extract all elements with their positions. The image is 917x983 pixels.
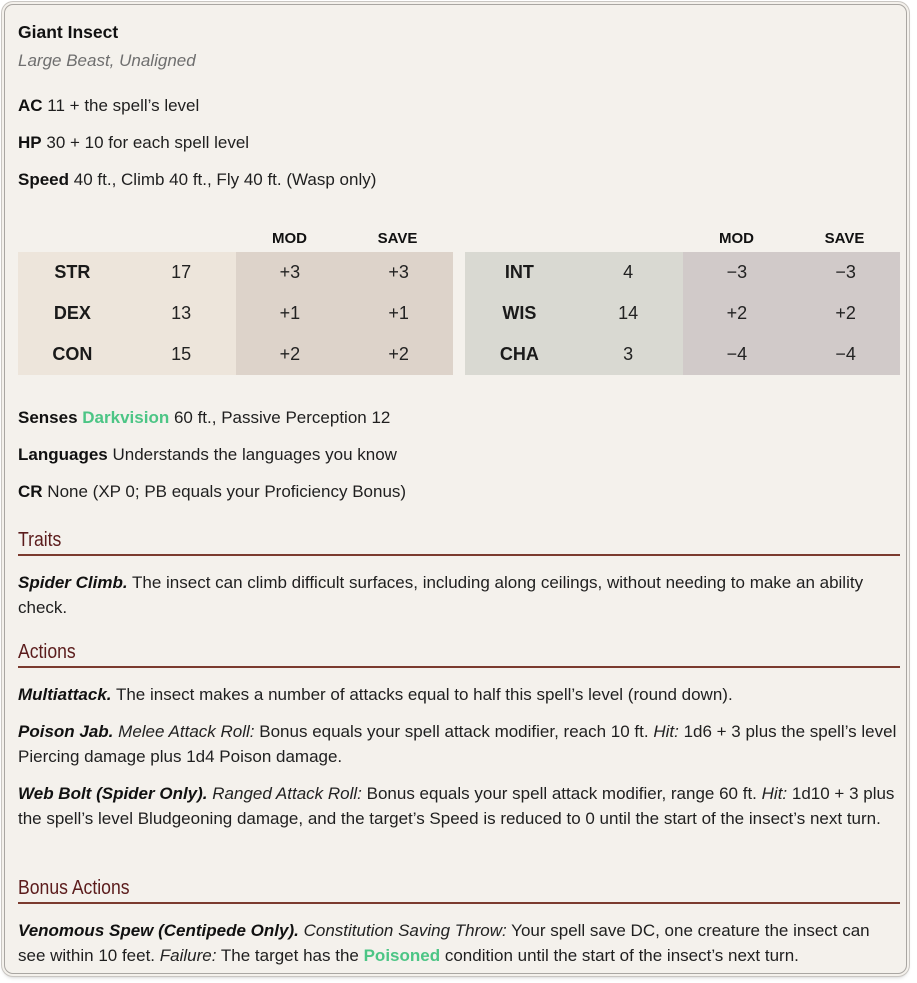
- ability-name: WIS: [465, 293, 574, 334]
- creature-name: Giant Insect: [18, 22, 119, 42]
- ac-value: 11 + the spell’s level: [47, 96, 200, 115]
- ability-table-physical: [18, 225, 453, 375]
- languages-label: Languages: [18, 445, 108, 464]
- ability-save: +2: [344, 334, 453, 375]
- hit-label: Hit:: [653, 722, 679, 741]
- action-text: The insect makes a number of attacks equal to half this spell’s level (round down).: [115, 685, 733, 704]
- ability-mod: −4: [683, 334, 792, 375]
- bonus-action-name: Venomous Spew (Centipede Only).: [18, 921, 299, 940]
- hit-text: 1d10 + 3 plus the spell’s level Bludgeoning damage, and the target’s Speed is reduced to 0 until the start of the insect’s next turn.: [18, 784, 895, 828]
- senses-label: Senses: [18, 408, 78, 427]
- hp-line: [18, 132, 249, 154]
- hp-value: 30 + 10 for each spell level: [46, 133, 250, 152]
- ability-name: CHA: [465, 334, 574, 375]
- ability-score: 15: [127, 334, 236, 375]
- ability-mod: +1: [236, 293, 345, 334]
- section-title: Bonus Actions: [18, 877, 130, 899]
- ability-score: 4: [574, 252, 683, 293]
- failure-text-end: condition until the start of the insect’s next turn.: [444, 946, 799, 965]
- ability-row-cha: [465, 334, 900, 375]
- ability-save: +2: [791, 293, 900, 334]
- failure-text: The target has the: [220, 946, 359, 965]
- action-multiattack: [18, 682, 900, 707]
- mod-header: MOD: [272, 230, 307, 247]
- ability-name: INT: [465, 252, 574, 293]
- save-header: SAVE: [824, 230, 865, 247]
- failure-label: Failure:: [159, 946, 217, 965]
- ability-save: +1: [344, 293, 453, 334]
- ability-row-str: [18, 252, 453, 293]
- ability-score: 13: [127, 293, 236, 334]
- ability-mod: +2: [683, 293, 792, 334]
- trait-name: Spider Climb.: [18, 573, 128, 592]
- section-title: Actions: [18, 641, 76, 663]
- languages-value: Understands the languages you know: [112, 445, 397, 464]
- attack-type: Ranged Attack Roll:: [212, 784, 362, 803]
- section-title: Traits: [18, 529, 62, 551]
- ability-row-con: [18, 334, 453, 375]
- poisoned-link[interactable]: Poisoned: [363, 946, 441, 965]
- trait-text: The insect can climb difficult surfaces, including along ceilings, without needing to make an ability check.: [18, 573, 864, 617]
- hp-label: HP: [18, 133, 42, 152]
- speed-label: Speed: [18, 170, 70, 189]
- ability-name: CON: [18, 334, 127, 375]
- action-name: Poison Jab.: [18, 722, 114, 741]
- ability-row-wis: [465, 293, 900, 334]
- cr-line: [18, 481, 406, 503]
- action-name: Multiattack.: [18, 685, 112, 704]
- ability-score: 3: [574, 334, 683, 375]
- section-heading-bonus-actions: [18, 876, 900, 904]
- hit-label: Hit:: [761, 784, 788, 803]
- stat-block-card: [4, 4, 907, 974]
- creature-type: Large Beast, Unaligned: [18, 51, 196, 70]
- action-name: Web Bolt (Spider Only).: [18, 784, 208, 803]
- ability-score: 14: [574, 293, 683, 334]
- ability-save: −4: [791, 334, 900, 375]
- cr-value: None (XP 0; PB equals your Proficiency Bonus): [47, 482, 407, 501]
- ability-name: STR: [18, 252, 127, 293]
- cr-label: CR: [18, 482, 43, 501]
- ability-table-mental: [465, 225, 900, 375]
- ability-mod: −3: [683, 252, 792, 293]
- languages-line: [18, 444, 397, 466]
- ability-save: +3: [344, 252, 453, 293]
- section-heading-actions: [18, 640, 900, 668]
- action-text: Bonus equals your spell attack modifier, reach 10 ft.: [259, 722, 649, 741]
- ability-save: −3: [791, 252, 900, 293]
- darkvision-link[interactable]: Darkvision: [82, 408, 170, 427]
- trait-spider-climb: [18, 570, 900, 620]
- bonus-action-text: Your spell save DC, one creature the insect can see within 10 feet.: [18, 921, 870, 965]
- mod-header: MOD: [719, 230, 754, 247]
- section-heading-traits: [18, 528, 900, 556]
- ac-line: [18, 95, 199, 117]
- ability-score: 17: [127, 252, 236, 293]
- action-poison-jab: [18, 719, 900, 769]
- action-text: Bonus equals your spell attack modifier, range 60 ft.: [366, 784, 757, 803]
- action-web-bolt: [18, 781, 900, 831]
- attack-type: Melee Attack Roll:: [118, 722, 255, 741]
- ability-mod: +3: [236, 252, 345, 293]
- ac-label: AC: [18, 96, 43, 115]
- hit-text: 1d6 + 3 plus the spell’s level Piercing damage plus 1d4 Poison damage.: [18, 722, 897, 766]
- save-type: Constitution Saving Throw:: [303, 921, 507, 940]
- senses-value: 60 ft., Passive Perception 12: [173, 408, 391, 427]
- ability-row-dex: [18, 293, 453, 334]
- ability-row-int: [465, 252, 900, 293]
- senses-line: [18, 407, 390, 429]
- save-header: SAVE: [377, 230, 418, 247]
- ability-mod: +2: [236, 334, 345, 375]
- ability-table-header: [18, 225, 453, 252]
- speed-value: 40 ft., Climb 40 ft., Fly 40 ft. (Wasp only): [73, 170, 377, 189]
- ability-table-header: [465, 225, 900, 252]
- bonus-action-venomous-spew: [18, 918, 900, 968]
- ability-name: DEX: [18, 293, 127, 334]
- speed-line: [18, 169, 376, 191]
